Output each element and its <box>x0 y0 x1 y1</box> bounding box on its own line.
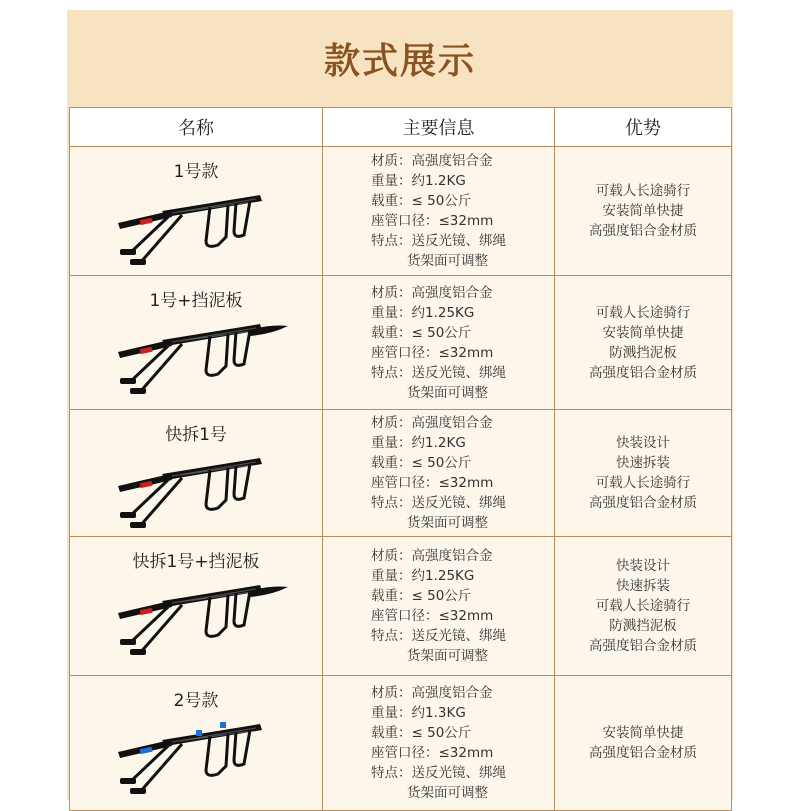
advantage-item: 高强度铝合金材质 <box>589 364 697 381</box>
bike-rack-fender-icon <box>110 310 290 400</box>
advantage-cell <box>555 676 732 811</box>
spec-item: 材质：高强度铝合金 <box>371 415 493 431</box>
spec-item: 重量：约1.25KG <box>371 568 475 584</box>
spec-item: 座管口径：≤32mm <box>371 213 494 229</box>
page-title: 款式展示 <box>323 41 476 82</box>
info-cell <box>323 676 555 811</box>
product-table <box>69 107 732 811</box>
bike-rack-2-icon <box>110 710 290 800</box>
spec-item: 材质：高强度铝合金 <box>371 685 493 701</box>
advantage-list <box>555 723 731 763</box>
advantage-list <box>555 433 731 513</box>
spec-item: 载重：≤ 50公斤 <box>371 324 472 341</box>
spec-item: 货架面可调整 <box>407 253 488 269</box>
spec-list <box>323 413 554 533</box>
column-header-advantages: 优势 <box>555 108 732 147</box>
column-header-name: 名称 <box>70 108 323 147</box>
spec-list <box>323 283 554 403</box>
quick-release-rack-fender-icon <box>110 571 290 661</box>
spec-item: 特点：送反光镜、绑绳 <box>371 364 506 381</box>
spec-item: 货架面可调整 <box>407 648 488 664</box>
advantage-list <box>555 181 731 241</box>
info-cell <box>323 537 555 676</box>
product-cell <box>70 410 323 537</box>
advantage-list <box>555 303 731 383</box>
spec-item: 货架面可调整 <box>407 384 488 401</box>
advantage-item: 安装简单快捷 <box>602 203 684 219</box>
spec-item: 重量：约1.2KG <box>371 435 466 451</box>
advantage-item: 快装设计 <box>616 435 670 451</box>
column-header-info: 主要信息 <box>323 108 555 147</box>
product-cell <box>70 147 323 276</box>
spec-item: 座管口径：≤32mm <box>371 745 494 761</box>
spec-item: 座管口径：≤32mm <box>371 344 494 361</box>
spec-list <box>323 683 554 803</box>
spec-item: 特点：送反光镜、绑绳 <box>371 495 506 511</box>
product-name: 快拆1号+挡泥板 <box>132 552 260 572</box>
page-header <box>67 10 733 107</box>
advantage-item: 快速拆装 <box>616 455 670 471</box>
advantage-item: 高强度铝合金材质 <box>589 223 697 239</box>
product-name: 1号款 <box>173 162 219 182</box>
spec-item: 载重：≤ 50公斤 <box>371 725 472 741</box>
spec-item: 载重：≤ 50公斤 <box>371 193 472 209</box>
spec-item: 特点：送反光镜、绑绳 <box>371 765 506 781</box>
spec-item: 重量：约1.2KG <box>371 173 466 189</box>
advantage-item: 高强度铝合金材质 <box>589 495 697 511</box>
table-row <box>70 410 732 537</box>
advantage-cell <box>555 410 732 537</box>
product-cell <box>70 276 323 410</box>
advantage-item: 快速拆装 <box>616 578 670 594</box>
spec-item: 座管口径：≤32mm <box>371 608 494 624</box>
advantage-item: 安装简单快捷 <box>602 725 684 741</box>
product-name: 2号款 <box>173 691 219 711</box>
quick-release-rack-icon <box>110 444 290 534</box>
advantage-cell <box>555 537 732 676</box>
advantage-item: 可载人长途骑行 <box>595 475 691 491</box>
spec-item: 重量：约1.3KG <box>371 705 466 721</box>
bike-rack-icon <box>110 181 290 271</box>
product-table-panel <box>67 10 733 800</box>
advantage-item: 可载人长途骑行 <box>595 598 691 614</box>
info-cell <box>323 147 555 276</box>
table-row <box>70 676 732 811</box>
spec-item: 货架面可调整 <box>407 515 488 531</box>
spec-item: 材质：高强度铝合金 <box>371 284 493 301</box>
spec-item: 材质：高强度铝合金 <box>371 153 493 169</box>
spec-item: 重量：约1.25KG <box>371 304 475 321</box>
info-cell <box>323 410 555 537</box>
advantage-item: 高强度铝合金材质 <box>589 745 697 761</box>
product-name: 快拆1号 <box>165 425 227 445</box>
spec-list <box>323 546 554 666</box>
advantage-cell <box>555 276 732 410</box>
spec-item: 货架面可调整 <box>407 785 488 801</box>
product-cell <box>70 537 323 676</box>
spec-item: 材质：高强度铝合金 <box>371 548 493 564</box>
advantage-item: 防溅挡泥板 <box>609 618 677 634</box>
spec-item: 载重：≤ 50公斤 <box>371 588 472 604</box>
spec-item: 特点：送反光镜、绑绳 <box>371 628 506 644</box>
table-row <box>70 537 732 676</box>
table-header-row <box>70 108 732 147</box>
spec-item: 座管口径：≤32mm <box>371 475 494 491</box>
advantage-item: 安装简单快捷 <box>602 324 684 341</box>
advantage-list <box>555 556 731 656</box>
info-cell <box>323 276 555 410</box>
spec-list <box>323 151 554 271</box>
advantage-item: 高强度铝合金材质 <box>589 638 697 654</box>
product-name: 1号+挡泥板 <box>149 291 243 311</box>
advantage-item: 可载人长途骑行 <box>595 183 691 199</box>
table-row <box>70 147 732 276</box>
advantage-item: 快装设计 <box>616 558 670 574</box>
spec-item: 特点：送反光镜、绑绳 <box>371 233 506 249</box>
product-cell <box>70 676 323 811</box>
spec-item: 载重：≤ 50公斤 <box>371 455 472 471</box>
advantage-cell <box>555 147 732 276</box>
advantage-item: 可载人长途骑行 <box>595 304 691 321</box>
advantage-item: 防溅挡泥板 <box>609 344 677 361</box>
table-row <box>70 276 732 410</box>
